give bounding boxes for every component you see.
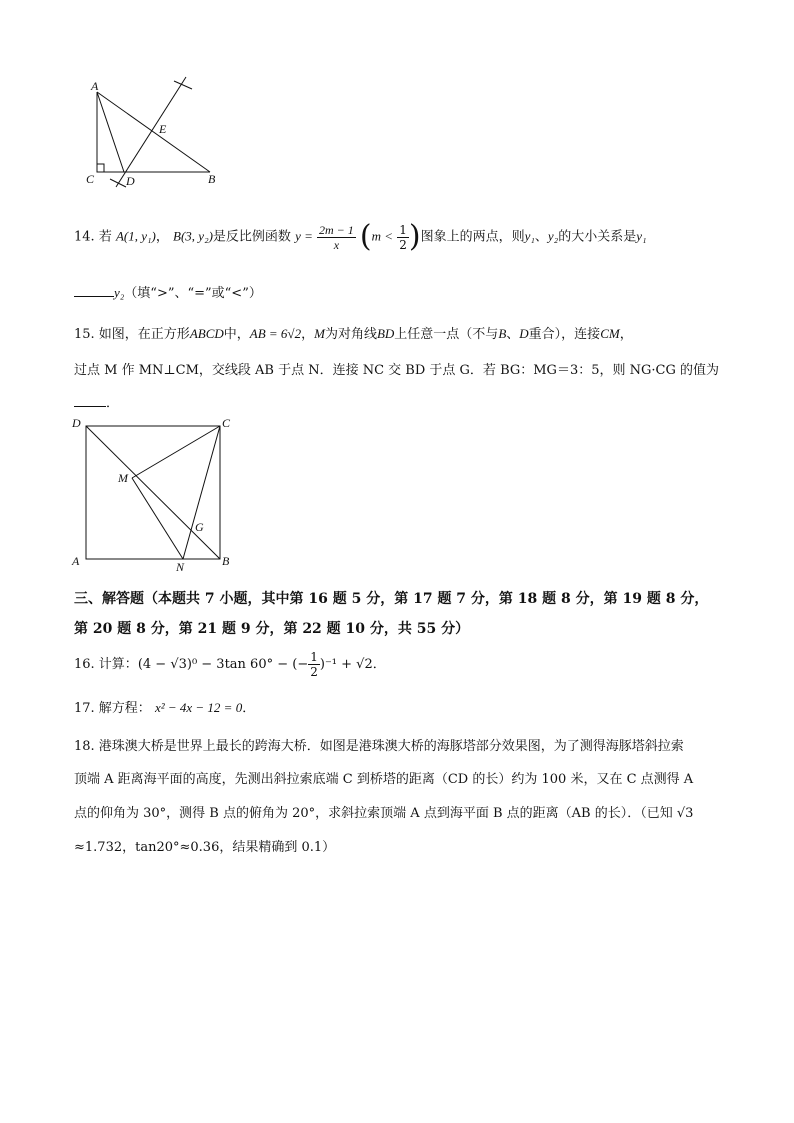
q14-text: 是反比例函数 (212, 229, 291, 245)
label-b: B (208, 172, 216, 186)
right-angle-mark (97, 164, 104, 172)
section3-heading-line2: 第 20 题 8 分，第 21 题 9 分，第 22 题 10 分，共 55 分） (74, 621, 470, 637)
q14-y2: y₂ (547, 228, 559, 244)
q15-point-d: D (519, 326, 529, 341)
segment-mn (132, 478, 183, 559)
square-figure-q15 (66, 412, 246, 572)
q15-diagonal: BD (376, 326, 395, 341)
q14-text: 的大小关系是 (558, 229, 637, 245)
q14-point-b: B(3, y₂) (173, 228, 213, 244)
label-c: C (86, 172, 95, 186)
q15-text: 上任意一点（不与 (394, 327, 499, 342)
q14-text: 图象上的两点，则 (420, 229, 525, 245)
q16-frac-denominator: 2 (310, 665, 318, 679)
q18-line2: 顶端 A 距离海平面的高度，先测出斜拉索底端 C 到桥塔的距离（CD 的长）约为 100 米，又在 C 点测得 A (74, 772, 694, 787)
diagonal-bd (86, 426, 220, 559)
q15-period: ． (106, 396, 120, 411)
q14-func-y: y = (295, 228, 313, 244)
q15-line3 (74, 392, 119, 411)
label-n: N (176, 560, 185, 572)
q15-point-b: B (498, 326, 507, 341)
q15-square: ABCD (189, 326, 224, 341)
q14-y2-compare: y₂ (114, 285, 125, 300)
q15-text: ， (301, 327, 315, 342)
q14-cond-fraction (397, 223, 409, 252)
q15-text: 15. 如图，在正方形 (74, 327, 190, 342)
q14-y1: y₁ (524, 228, 535, 244)
q14-number: 14. (74, 229, 95, 245)
q14-func-denominator: x (333, 237, 340, 252)
segment-ad (97, 92, 124, 172)
q15-answer-blank[interactable] (74, 394, 106, 407)
q15-line1 (74, 323, 633, 342)
q15-text: 中， (223, 327, 250, 342)
q16-frac-numerator: 1 (310, 650, 318, 664)
q16-label: 16. 计算： (74, 657, 138, 672)
q14-cond: m < (371, 228, 394, 244)
q16-period: ． (372, 657, 386, 672)
label-g: G (195, 520, 204, 534)
q14-line2 (74, 282, 262, 301)
q14-y1-compare: y₁ (636, 228, 647, 244)
q17-label: 17. 解方程： (74, 701, 151, 716)
label-b: B (222, 554, 230, 568)
q14-func-fraction (317, 223, 356, 252)
q14-point-a: A(1, y₁) (115, 228, 156, 244)
q15-text: 、 (506, 327, 520, 342)
label-m: M (118, 471, 128, 485)
q15-text: 重合），连接 (528, 327, 601, 342)
q17-period: ． (242, 701, 256, 716)
q14-line1 (74, 219, 647, 254)
q17-equation: x² − 4x − 12 = 0 (154, 700, 243, 715)
q17-line (74, 697, 255, 716)
q14-text: 若 (98, 229, 112, 245)
label-e: E (159, 122, 167, 136)
q14-sep: ， (155, 229, 169, 245)
q15-ab-length: AB = 6√2 (249, 326, 302, 341)
segment-ab (97, 92, 210, 172)
q18-line3: 点的仰角为 30°，测得 B 点的俯角为 20°，求斜拉索顶端 A 点到海平面 B 点的距离（AB 的长）．（已知 √3 (74, 806, 694, 821)
q15-point-m: M (314, 326, 325, 341)
q18-line1: 18. 港珠澳大桥是世界上最长的跨海大桥．如图是港珠澳大桥的海豚塔部分效果图，为了测得海豚塔斜拉索 (74, 739, 684, 754)
label-a: A (72, 554, 80, 568)
q14-cond-denominator: 2 (399, 237, 407, 252)
q14-answer-blank[interactable] (74, 284, 114, 297)
q14-cond-numerator: 1 (399, 222, 407, 237)
q15-segment-cm: CM (600, 326, 620, 341)
triangle-figure-q13 (80, 75, 230, 195)
segment-nc (183, 426, 220, 559)
q16-expr-part2: )⁻¹ + √2 (319, 657, 373, 672)
label-a: A (91, 79, 99, 93)
q16-line (74, 650, 386, 679)
label-c: C (222, 416, 231, 430)
q15-text: ， (619, 327, 633, 342)
arc-mark-lower (110, 179, 126, 187)
q18-line4: ≈1.732，tan20°≈0.36，结果精确到 0.1） (74, 840, 336, 855)
q14-text: 、 (534, 229, 548, 245)
bisector-line (116, 77, 186, 187)
q14-func-numerator: 2m − 1 (319, 222, 354, 237)
q16-expr-part1: (4 − √3)⁰ − 3tan 60° − (− (137, 657, 309, 672)
segment-cm (132, 426, 220, 478)
q16-fraction (308, 650, 320, 679)
label-d: D (72, 416, 81, 430)
q14-paren-open: ( (359, 219, 372, 254)
section3-heading-line1: 三、解答题（本题共 7 小题，其中第 16 题 5 分，第 17 题 7 分，第 18 题 8 分，第 19 题 8 分， (74, 591, 709, 607)
label-d: D (126, 174, 135, 188)
q15-line2: 过点 M 作 MN⊥CM，交线段 AB 于点 N．连接 NC 交 BD 于点 G．若 BG：MG＝3：5，则 NG·CG 的值为 (74, 363, 719, 378)
q15-text: 为对角线 (324, 327, 377, 342)
q14-paren-close: ) (408, 219, 421, 254)
q14-hint: （填“>”、“=”或“<”） (124, 286, 262, 301)
